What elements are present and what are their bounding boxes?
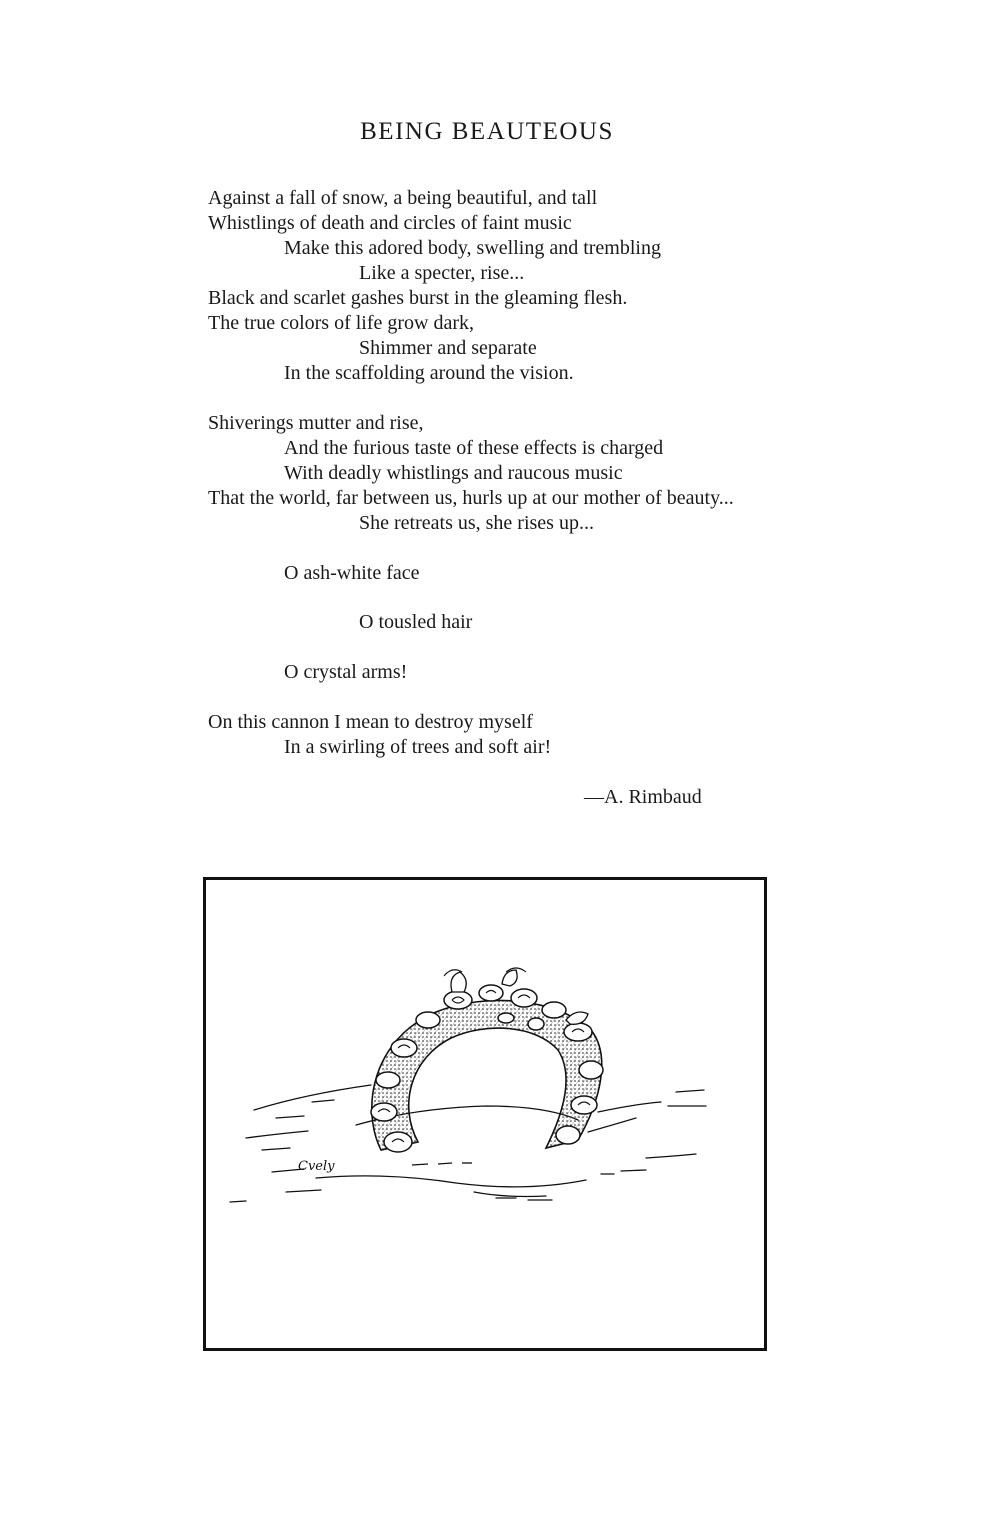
- illustration-frame: [203, 877, 767, 1351]
- poem-line: Shiverings mutter and rise,: [208, 412, 424, 434]
- poem-line: Against a fall of snow, a being beautiful, and tall: [208, 187, 598, 209]
- poem-line: O tousled hair: [359, 611, 473, 633]
- wreath-on-snow-illustration: [206, 880, 764, 1348]
- poem-line: With deadly whistlings and raucous music: [284, 462, 623, 484]
- poem-line: And the furious taste of these effects is charged: [284, 437, 664, 459]
- poem-line: O crystal arms!: [284, 661, 408, 683]
- poem-line: She retreats us, she rises up...: [359, 512, 594, 534]
- poem-line: That the world, far between us, hurls up at our mother of beauty...: [208, 487, 734, 509]
- poem-line: O ash-white face: [284, 562, 420, 584]
- poem-line: Make this adored body, swelling and trembling: [284, 237, 661, 259]
- poem-line: In the scaffolding around the vision.: [284, 362, 574, 384]
- poem-line: Shimmer and separate: [359, 337, 537, 359]
- poem-title: BEING BEAUTEOUS: [360, 118, 614, 145]
- wreath: [371, 968, 603, 1152]
- poem-line: On this cannon I mean to destroy myself: [208, 711, 533, 733]
- poem-line: Black and scarlet gashes burst in the gleaming flesh.: [208, 287, 628, 309]
- poem-line: Whistlings of death and circles of faint music: [208, 212, 572, 234]
- poem-attribution: —A. Rimbaud: [584, 786, 702, 808]
- artist-signature: Cvely: [298, 1159, 335, 1174]
- snow-strokes: [230, 1085, 706, 1202]
- poem-line: Like a specter, rise...: [359, 262, 525, 284]
- poem-line: In a swirling of trees and soft air!: [284, 736, 552, 758]
- ground-dashes: [412, 1163, 472, 1165]
- poem-line: The true colors of life grow dark,: [208, 312, 475, 334]
